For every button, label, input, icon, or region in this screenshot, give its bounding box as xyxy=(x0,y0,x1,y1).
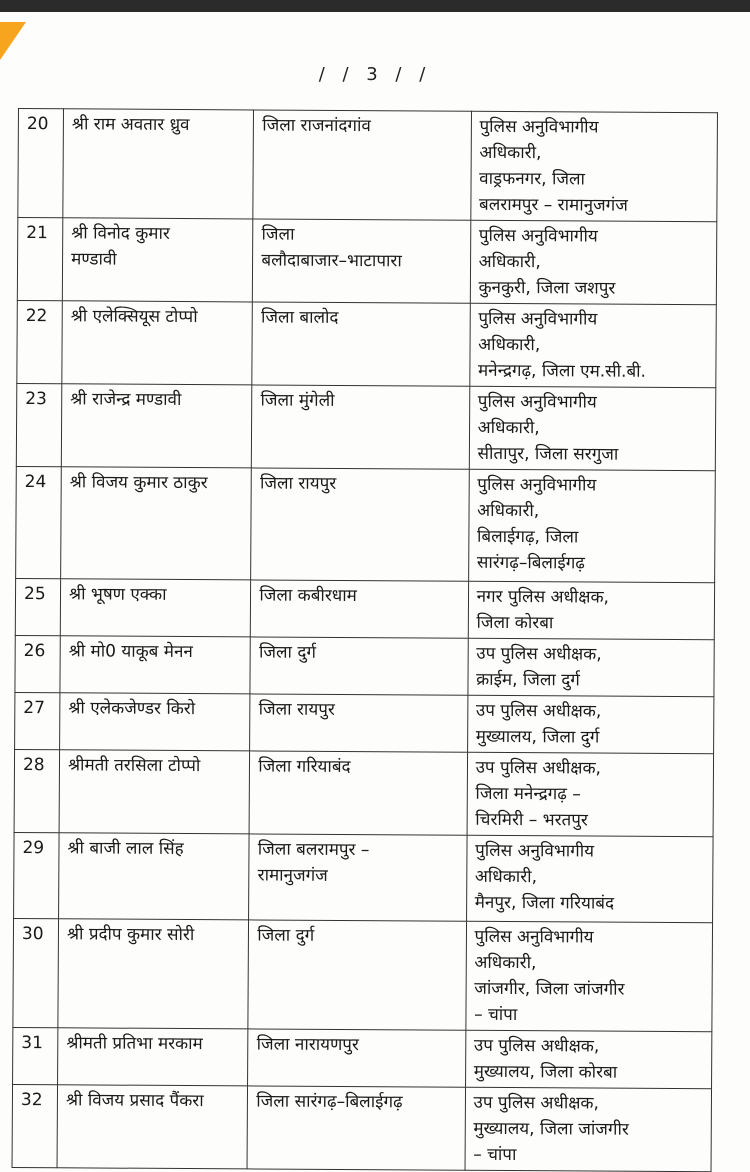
cell-text-line: जिला सारंगढ़–बिलाईगढ़ xyxy=(256,1091,403,1113)
cell-text-line: श्री प्रदीप कुमार सोरी xyxy=(66,924,195,946)
cell-text-line: नगर पुलिस अधीक्षक, xyxy=(476,586,610,608)
cell-text-line: मनेन्द्रगढ़, जिला एम.सी.बी. xyxy=(477,360,647,382)
table-row xyxy=(17,300,716,387)
transfer-table-body xyxy=(12,109,717,1172)
cell-text-line: अधिकारी, xyxy=(477,500,540,522)
table-row xyxy=(16,383,715,470)
new-posting-cell xyxy=(469,303,716,388)
cell-text-line: श्रीमती प्रतिभा मरकाम xyxy=(66,1033,203,1055)
new-posting-cell xyxy=(469,386,716,471)
new-posting-cell xyxy=(468,581,715,640)
table-row xyxy=(12,1084,711,1171)
cell-text-line: बलौदाबाजार–भाटापारा xyxy=(261,250,402,272)
new-posting-cell xyxy=(470,111,717,222)
current-posting-cell xyxy=(250,637,468,695)
cell-text-line: श्री राजेन्द्र मण्डावी xyxy=(70,389,182,411)
serial-number-cell: 21 xyxy=(17,218,63,301)
cell-text-line: सारंगढ़–बिलाईगढ़ xyxy=(476,552,585,574)
cell-text-line: अधिकारी, xyxy=(474,866,538,888)
cell-text-line: जिला xyxy=(261,224,295,245)
cell-text-line: पुलिस अनुविभागीय xyxy=(474,926,594,948)
current-posting-cell xyxy=(251,580,469,638)
cell-text-line: पुलिस अनुविभागीय xyxy=(477,391,597,413)
table-row xyxy=(16,466,716,582)
officer-name-cell xyxy=(63,109,254,219)
cell-text-line: श्री बाजी लाल सिंह xyxy=(67,838,184,860)
cell-text-line: अधिकारी, xyxy=(478,251,541,273)
cell-text-line: श्री विनोद कुमार xyxy=(71,223,170,244)
new-posting-cell xyxy=(467,752,714,837)
serial-number-cell: 28 xyxy=(14,749,60,832)
cell-text-line: उप पुलिस अधीक्षक, xyxy=(476,643,602,665)
current-posting-cell xyxy=(250,694,468,752)
cell-text-line: क्राईम, जिला दुर्ग xyxy=(476,669,580,691)
serial-number-cell: 25 xyxy=(15,578,60,635)
cell-text-line: जिला मनेन्द्रगढ़ – xyxy=(475,783,581,805)
cell-text-line: रामानुजगंज xyxy=(257,865,328,886)
cell-text-line: जिला बालोद xyxy=(260,307,339,328)
table-row xyxy=(13,918,713,1031)
cell-text-line: अधिकारी, xyxy=(478,334,541,356)
cell-text-line: जिला रायपुर xyxy=(259,473,337,494)
cell-text-line: – चांपा xyxy=(473,1144,517,1166)
current-posting-cell xyxy=(252,302,470,386)
officer-name-cell xyxy=(59,833,250,920)
transfer-table xyxy=(12,108,718,1172)
serial-number-cell: 26 xyxy=(15,635,60,692)
table-row xyxy=(18,109,718,222)
cell-text-line: श्री मो0 याकूब मेनन xyxy=(68,641,193,663)
new-posting-cell xyxy=(465,1030,712,1089)
cell-text-line: जिला कोरबा xyxy=(476,612,554,634)
cell-text-line: श्री विजय कुमार ठाकुर xyxy=(69,472,208,494)
current-posting-cell xyxy=(248,1029,466,1087)
new-posting-cell xyxy=(465,921,712,1032)
cell-text-line: पुलिस अनुविभागीय xyxy=(475,840,595,862)
serial-number-cell: 22 xyxy=(17,300,63,383)
table-row xyxy=(14,832,714,922)
current-posting-cell xyxy=(251,468,469,581)
serial-number-cell: 30 xyxy=(13,918,59,1027)
current-posting-cell xyxy=(253,110,471,220)
new-posting-cell xyxy=(468,638,715,697)
table-row xyxy=(17,218,716,305)
serial-number-cell: 20 xyxy=(18,109,64,218)
cell-text-line: जिला राजनांदगांव xyxy=(262,115,371,137)
serial-number-cell: 23 xyxy=(16,383,62,466)
officer-name-cell xyxy=(58,919,249,1029)
table-row xyxy=(13,1027,712,1088)
officer-name-cell xyxy=(60,636,251,694)
cell-text-line: मुख्यालय, जिला कोरबा xyxy=(473,1061,618,1083)
cell-text-line: मण्डावी xyxy=(71,249,117,270)
cell-text-line: उप पुलिस अधीक्षक, xyxy=(475,757,602,779)
current-posting-cell xyxy=(252,385,470,469)
officer-name-cell xyxy=(62,301,253,385)
cell-text-line: मैनपुर, जिला गरियाबंद xyxy=(474,892,615,914)
cell-text-line: पुलिस अनुविभागीय xyxy=(478,308,598,330)
cell-text-line: जिला रायपुर xyxy=(258,699,335,720)
cell-text-line: अधिकारी, xyxy=(477,417,540,439)
current-posting-cell xyxy=(253,219,471,303)
new-posting-cell xyxy=(466,835,713,923)
cell-text-line: जिला कबीरधाम xyxy=(259,585,357,607)
cell-text-line: मुख्यालय, जिला दुर्ग xyxy=(475,726,600,748)
cell-text-line: श्री एलेक्सियूस टोप्पो xyxy=(70,306,198,328)
serial-number-cell: 31 xyxy=(13,1027,58,1084)
new-posting-cell xyxy=(470,220,717,305)
table-row xyxy=(15,635,714,696)
cell-text-line: श्रीमती तरसिला टोप्पो xyxy=(67,755,201,777)
cell-text-line: बलरामपुर – रामानुजगंज xyxy=(478,194,628,216)
current-posting-cell xyxy=(249,834,467,921)
cell-text-line: श्री विजय प्रसाद पैंकरा xyxy=(65,1090,204,1112)
cell-text-line: अधिकारी, xyxy=(479,142,542,164)
corner-fold-mark xyxy=(0,22,26,60)
cell-text-line: उप पुलिस अधीक्षक, xyxy=(473,1035,600,1057)
serial-number-cell: 29 xyxy=(14,832,60,918)
officer-name-cell xyxy=(62,218,253,302)
cell-text-line: जिला दुर्ग xyxy=(258,642,317,663)
new-posting-cell xyxy=(467,695,714,754)
cell-text-line: सीतापुर, जिला सरगुजा xyxy=(477,443,619,465)
cell-text-line: अधिकारी, xyxy=(474,952,537,974)
officer-name-cell xyxy=(60,579,251,637)
serial-number-cell: 32 xyxy=(12,1084,58,1167)
cell-text-line: पुलिस अनुविभागीय xyxy=(477,474,597,496)
cell-text-line: बिलाईगढ़, जिला xyxy=(476,526,579,548)
cell-text-line: चिरमिरी – भरतपुर xyxy=(475,809,588,831)
serial-number-cell: 27 xyxy=(15,692,60,749)
cell-text-line: जिला बलरामपुर – xyxy=(257,839,370,861)
officer-name-cell xyxy=(59,750,250,834)
officer-name-cell xyxy=(61,467,252,580)
cell-text-line: जिला नारायणपुर xyxy=(256,1034,359,1056)
current-posting-cell xyxy=(249,751,467,835)
current-posting-cell xyxy=(247,1086,465,1170)
cell-text-line: उप पुलिस अधीक्षक, xyxy=(475,700,602,722)
table-row xyxy=(14,749,713,836)
table-row xyxy=(15,692,714,753)
cell-text-line: जिला गरियाबंद xyxy=(258,756,351,778)
cell-text-line: श्री एलेकजेण्डर किरो xyxy=(68,698,196,720)
cell-text-line: श्री भूषण एक्का xyxy=(69,584,167,605)
cell-text-line: वाड्रफनगर, जिला xyxy=(479,168,586,190)
cell-text-line: कुनकुरी, जिला जशपुर xyxy=(478,277,616,299)
page-number: / / 3 / / xyxy=(318,64,432,85)
cell-text-line: – चांपा xyxy=(474,1004,518,1026)
officer-name-cell xyxy=(57,1085,248,1169)
officer-name-cell xyxy=(60,693,251,751)
serial-number-cell: 24 xyxy=(16,466,62,578)
current-posting-cell xyxy=(248,920,466,1030)
table-row xyxy=(15,578,714,639)
cell-text-line: जांजगीर, जिला जांजगीर xyxy=(474,978,625,1000)
scan-top-edge xyxy=(0,0,750,12)
cell-text-line: जिला दुर्ग xyxy=(257,925,315,946)
new-posting-cell xyxy=(468,469,715,583)
cell-text-line: पुलिस अनुविभागीय xyxy=(479,116,599,138)
cell-text-line: मुख्यालय, जिला जांजगीर xyxy=(473,1118,629,1140)
officer-name-cell xyxy=(61,384,252,468)
new-posting-cell xyxy=(465,1087,712,1172)
cell-text-line: उप पुलिस अधीक्षक, xyxy=(473,1092,599,1114)
cell-text-line: पुलिस अनुविभागीय xyxy=(478,225,598,247)
cell-text-line: श्री राम अवतार ध्रुव xyxy=(71,114,190,136)
cell-text-line: जिला मुंगेली xyxy=(260,390,335,411)
officer-name-cell xyxy=(58,1028,249,1086)
